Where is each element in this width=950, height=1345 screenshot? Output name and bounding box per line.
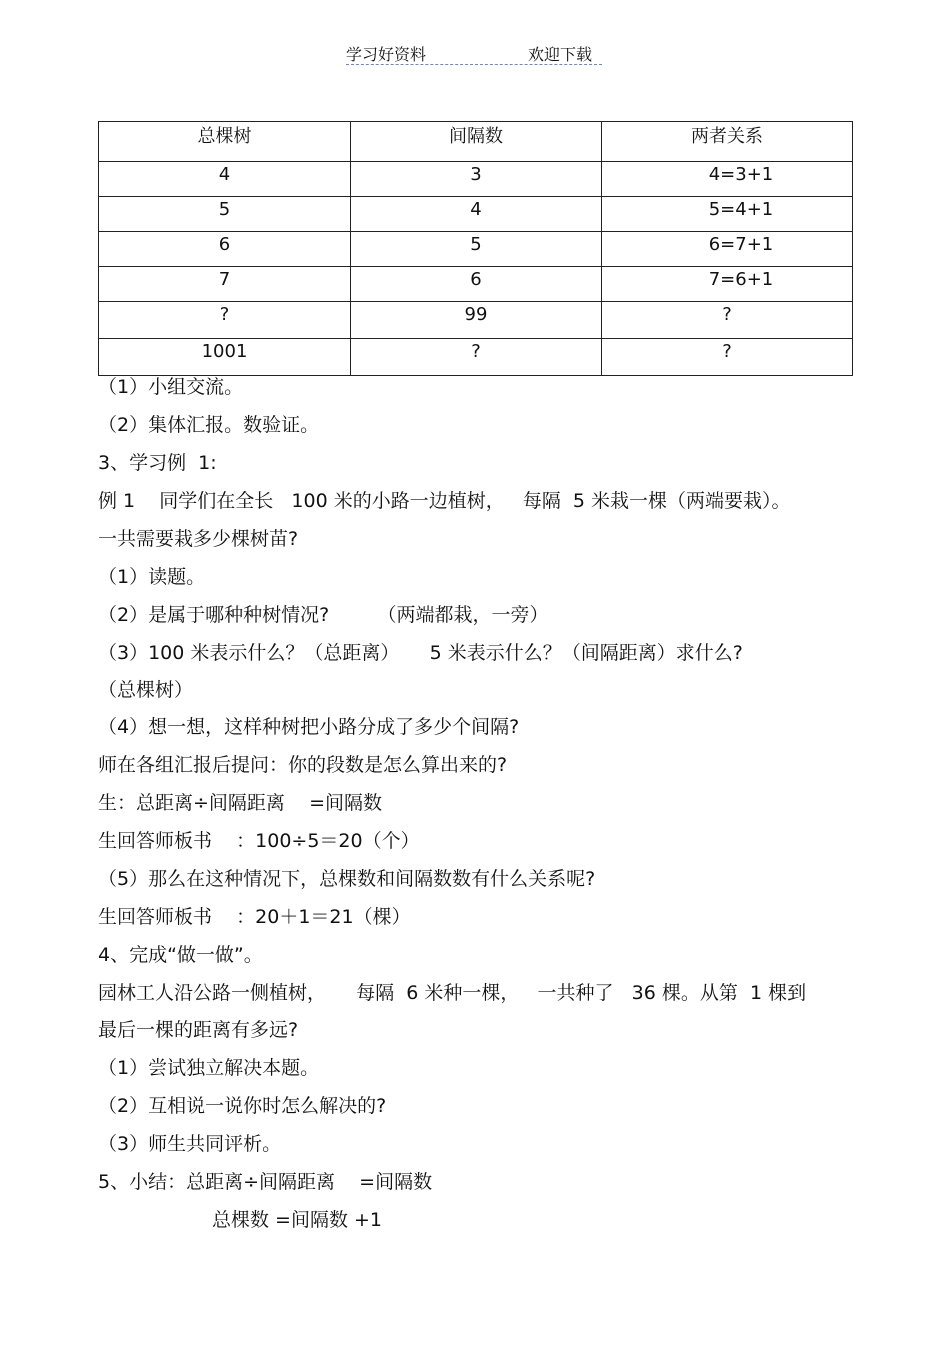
- table-cell: 4: [99, 162, 351, 197]
- header-left-text: 学习好资料: [346, 45, 427, 64]
- table-row: [99, 197, 853, 232]
- table-header-cell: 总棵树: [99, 122, 351, 162]
- text-line: 园林工人沿公路一侧植树， 每隔 6 米种一棵， 一共种了 36 棵。从第 1 棵到: [98, 982, 807, 1004]
- table-cell: 5: [99, 197, 351, 232]
- text-line: 生回答师板书 ：20＋1＝21（棵）: [98, 906, 411, 928]
- text-line: 总棵数 =间隔数 +1: [212, 1209, 383, 1231]
- table-cell: ?: [351, 339, 602, 376]
- text-line: 3、学习例 1:: [98, 452, 217, 474]
- table-cell: 4: [351, 197, 602, 232]
- table-cell: 6: [99, 232, 351, 267]
- text-line: 例 1 同学们在全长 100 米的小路一边植树， 每隔 5 米栽一棵（两端要栽）。: [98, 490, 791, 512]
- table-row: [99, 162, 853, 197]
- table-row: [99, 232, 853, 267]
- text-line: 最后一棵的距离有多远?: [98, 1019, 299, 1041]
- table-cell: 5: [351, 232, 602, 267]
- table-header-cell: 间隔数: [351, 122, 602, 162]
- tree-interval-table: [98, 121, 853, 376]
- text-line: （4）想一想，这样种树把小路分成了多少个间隔?: [98, 716, 520, 738]
- text-line: （3）师生共同评析。: [98, 1133, 282, 1155]
- table-cell: 7=6+1: [602, 267, 853, 302]
- table-cell: 5=4+1: [602, 197, 853, 232]
- text-line: （3）100 米表示什么？（总距离） 5 米表示什么？（间隔距离）求什么?: [98, 642, 743, 664]
- table-row: [99, 339, 853, 376]
- text-line: （1）尝试独立解决本题。: [98, 1057, 320, 1079]
- text-line: （2）是属于哪种种树情况? （两端都栽，一旁）: [98, 604, 549, 626]
- text-line: （2）集体汇报。数验证。: [98, 414, 320, 436]
- table-cell: ?: [99, 302, 351, 339]
- text-line: （1）小组交流。: [98, 376, 244, 398]
- table-header-cell: 两者关系: [602, 122, 853, 162]
- text-line: （2）互相说一说你时怎么解决的?: [98, 1095, 387, 1117]
- header-right-text: 欢迎下载: [528, 45, 593, 64]
- table-cell: ?: [602, 339, 853, 376]
- table-row: [99, 302, 853, 339]
- text-line: （5）那么在这种情况下，总棵数和间隔数数有什么关系呢?: [98, 868, 596, 890]
- table-cell: 6=7+1: [602, 232, 853, 267]
- text-line: 5、小结：总距离÷间隔距离 =间隔数: [98, 1171, 433, 1193]
- table-cell: 7: [99, 267, 351, 302]
- text-line: 一共需要栽多少棵树苗?: [98, 528, 299, 550]
- table-cell: ?: [602, 302, 853, 339]
- table-cell: 4=3+1: [602, 162, 853, 197]
- table-header-row: [99, 122, 853, 162]
- table-row: [99, 267, 853, 302]
- text-line: 4、完成“做一做”。: [98, 944, 263, 966]
- text-line: （1）读题。: [98, 566, 206, 588]
- table-cell: 99: [351, 302, 602, 339]
- table-cell: 6: [351, 267, 602, 302]
- text-line: （总棵树）: [98, 679, 194, 701]
- page-header: [346, 42, 602, 65]
- table-cell: 3: [351, 162, 602, 197]
- text-line: 生：总距离÷间隔距离 =间隔数: [98, 792, 382, 814]
- table-cell: 1001: [99, 339, 351, 376]
- text-line: 师在各组汇报后提问：你的段数是怎么算出来的?: [98, 754, 508, 776]
- text-line: 生回答师板书 ：100÷5＝20（个）: [98, 830, 420, 852]
